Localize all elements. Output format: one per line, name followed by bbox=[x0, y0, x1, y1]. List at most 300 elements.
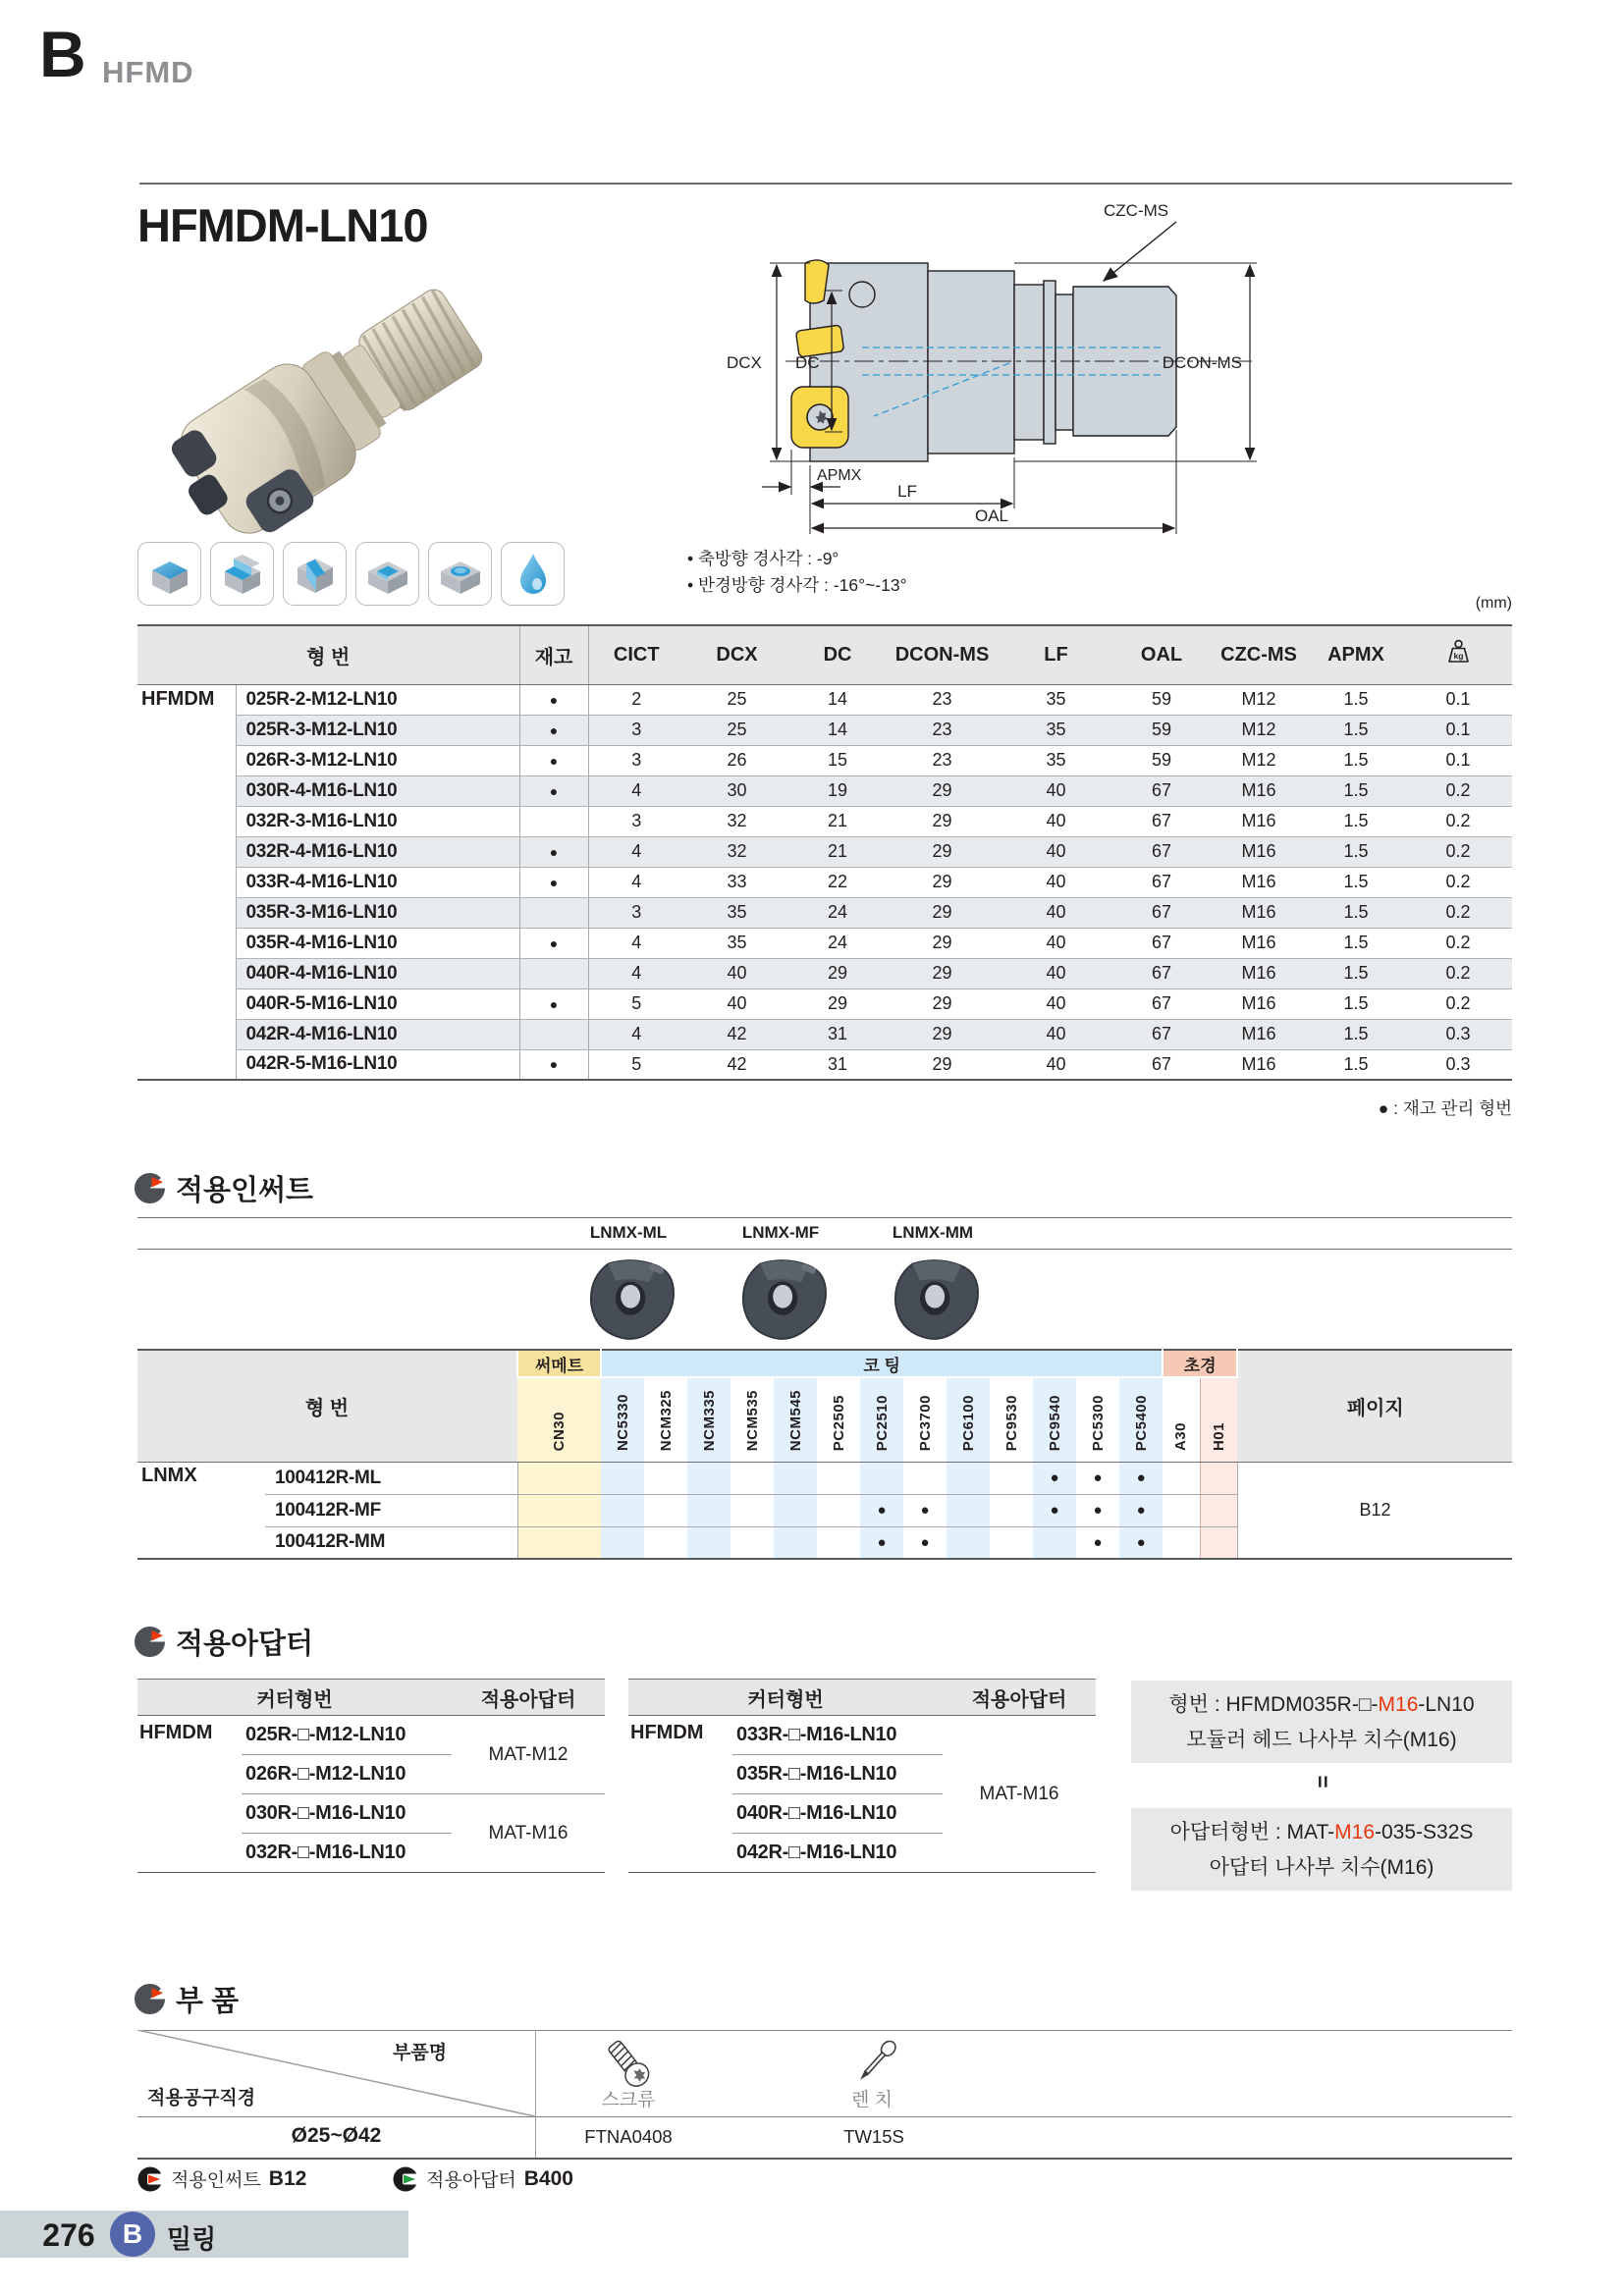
shoulder-milling-icon bbox=[210, 542, 274, 606]
insert-photo-mf bbox=[731, 1255, 839, 1348]
value-cell: M16 bbox=[1210, 958, 1308, 988]
value-cell: 3 bbox=[588, 806, 684, 836]
head-thread-info-box bbox=[1131, 1681, 1512, 1763]
cutter-model-header: 커터형번 bbox=[628, 1680, 943, 1716]
grade-label: PC6100 bbox=[959, 1395, 977, 1452]
grade-dot-cell: ● bbox=[903, 1526, 947, 1559]
footer-category: 밀링 bbox=[167, 2224, 217, 2254]
grade-dot-cell bbox=[601, 1462, 644, 1494]
value-cell: 35 bbox=[999, 715, 1113, 745]
adapter-header: 적용아답터 bbox=[452, 1680, 605, 1716]
grade-label: PC2510 bbox=[873, 1395, 891, 1452]
insert-photo-mm bbox=[884, 1255, 992, 1348]
stock-note: ● : 재고 관리 형번 bbox=[1378, 1098, 1512, 1118]
value-cell: 29 bbox=[886, 897, 999, 928]
grade-dot-cell bbox=[817, 1526, 860, 1559]
value-cell: 19 bbox=[789, 775, 886, 806]
value-cell: 40 bbox=[999, 928, 1113, 958]
spec-row bbox=[137, 806, 1512, 836]
grade-column-pc5300 bbox=[1076, 1377, 1119, 1462]
grade-dot-cell bbox=[601, 1526, 644, 1559]
grade-dot-cell: ● bbox=[1076, 1526, 1119, 1559]
insert-name-mf: LNMX-MF bbox=[741, 1223, 820, 1242]
green-arrow-icon bbox=[393, 2166, 418, 2192]
grade-dot-cell bbox=[860, 1462, 903, 1494]
page-reference: B12 bbox=[1237, 1462, 1512, 1559]
spec-row bbox=[137, 715, 1512, 745]
grade-column-pc9530 bbox=[990, 1377, 1033, 1462]
group-header-cermet: 써메트 bbox=[517, 1350, 601, 1377]
grade-dot-cell bbox=[817, 1494, 860, 1526]
red-arrow-icon bbox=[137, 2166, 163, 2192]
stock-dot: ● bbox=[519, 867, 588, 897]
grade-dot-cell bbox=[990, 1462, 1033, 1494]
label-dc: DC bbox=[795, 353, 820, 372]
grade-dot-cell: ● bbox=[903, 1494, 947, 1526]
adapter-table-1 bbox=[137, 1679, 605, 1873]
value-cell: 29 bbox=[886, 988, 999, 1019]
diameter-range: Ø25~Ø42 bbox=[291, 2124, 382, 2147]
equals-symbol: = bbox=[1309, 1775, 1334, 1789]
pocket-milling-icon bbox=[355, 542, 419, 606]
spec-row bbox=[137, 958, 1512, 988]
value-cell: M16 bbox=[1210, 806, 1308, 836]
value-cell: M16 bbox=[1210, 836, 1308, 867]
grade-dot-cell bbox=[517, 1494, 601, 1526]
parts-section-label: 부 품 bbox=[176, 1986, 240, 2017]
grade-dot-cell bbox=[644, 1462, 687, 1494]
grade-dot-cell bbox=[687, 1526, 731, 1559]
value-cell: 59 bbox=[1113, 684, 1210, 715]
unit-note: (mm) bbox=[1475, 595, 1512, 612]
stock-dot: ● bbox=[519, 928, 588, 958]
grade-label: CN30 bbox=[551, 1412, 568, 1452]
grade-dot-cell: ● bbox=[1033, 1494, 1076, 1526]
adapter-thread-note: 아답터 나사부 치수(M16) bbox=[1209, 1856, 1435, 1879]
grade-column-pc5400 bbox=[1119, 1377, 1163, 1462]
value-cell: 29 bbox=[886, 928, 999, 958]
screw-image bbox=[601, 2034, 654, 2091]
grade-label: NC5330 bbox=[614, 1394, 631, 1452]
value-cell: 67 bbox=[1113, 867, 1210, 897]
value-cell: 0.1 bbox=[1404, 684, 1512, 715]
value-cell: 3 bbox=[588, 745, 684, 775]
value-cell: 21 bbox=[789, 806, 886, 836]
label-czc-ms: CZC-MS bbox=[1104, 201, 1169, 220]
insert-header-model: 형 번 bbox=[137, 1350, 517, 1462]
insert-series-label: LNMX bbox=[137, 1462, 265, 1559]
adapter-section-label: 적용아답터 bbox=[176, 1629, 314, 1660]
model-cell: 035R-3-M16-LN10 bbox=[236, 897, 519, 928]
value-cell: 1.5 bbox=[1308, 684, 1404, 715]
model-cell: 042R-5-M16-LN10 bbox=[236, 1049, 519, 1080]
grade-dot-cell bbox=[644, 1494, 687, 1526]
grade-dot-cell bbox=[947, 1494, 990, 1526]
grade-label: A30 bbox=[1172, 1422, 1190, 1452]
value-cell: 40 bbox=[684, 958, 789, 988]
value-cell: 29 bbox=[886, 836, 999, 867]
wrench-part-number: TW15S bbox=[843, 2126, 904, 2147]
part-name-header: 부품명 bbox=[393, 2043, 448, 2063]
adapter-page-link[interactable] bbox=[393, 2165, 573, 2192]
page-title: HFMDM-LN10 bbox=[137, 199, 428, 251]
grade-label: PC2505 bbox=[830, 1395, 847, 1452]
grade-label: PC5400 bbox=[1132, 1395, 1150, 1452]
product-photo bbox=[147, 253, 530, 548]
value-cell: 1.5 bbox=[1308, 897, 1404, 928]
grade-dot-cell bbox=[731, 1494, 774, 1526]
grade-column-pc3700 bbox=[903, 1377, 947, 1462]
value-cell: 3 bbox=[588, 897, 684, 928]
model-cell: 033R-4-M16-LN10 bbox=[236, 867, 519, 897]
value-cell: M16 bbox=[1210, 988, 1308, 1019]
grade-dot-cell bbox=[1163, 1462, 1200, 1494]
grade-dot-cell bbox=[903, 1462, 947, 1494]
spec-row bbox=[137, 897, 1512, 928]
insert-link-label: 적용인써트 bbox=[171, 2170, 261, 2191]
screw-label: 스크류 bbox=[601, 2090, 656, 2110]
value-cell: 0.2 bbox=[1404, 928, 1512, 958]
value-cell: 31 bbox=[789, 1019, 886, 1049]
value-cell: 0.1 bbox=[1404, 715, 1512, 745]
grade-label: NCM545 bbox=[786, 1390, 804, 1452]
grade-dot-cell bbox=[990, 1494, 1033, 1526]
grade-dot-cell bbox=[774, 1526, 817, 1559]
model-cell: 025R-3-M12-LN10 bbox=[236, 715, 519, 745]
value-cell: 0.2 bbox=[1404, 836, 1512, 867]
value-cell: 42 bbox=[684, 1019, 789, 1049]
value-cell: 29 bbox=[886, 958, 999, 988]
value-cell: 40 bbox=[999, 836, 1113, 867]
grade-dot-cell bbox=[1200, 1494, 1237, 1526]
column-header: LF bbox=[999, 625, 1113, 684]
grade-dot-cell bbox=[947, 1462, 990, 1494]
grade-label: PC3700 bbox=[916, 1395, 934, 1452]
value-cell: 25 bbox=[684, 715, 789, 745]
insert-rule-top bbox=[137, 1217, 1512, 1218]
face-milling-icon bbox=[137, 542, 201, 606]
stock-dot bbox=[519, 1019, 588, 1049]
insert-section-label: 적용인써트 bbox=[176, 1175, 314, 1206]
grade-dot-cell: ● bbox=[1119, 1526, 1163, 1559]
value-cell: 1.5 bbox=[1308, 745, 1404, 775]
value-cell: 4 bbox=[588, 867, 684, 897]
value-cell: 0.1 bbox=[1404, 745, 1512, 775]
adapter-series-label: HFMDM bbox=[137, 1716, 242, 1873]
value-cell: 29 bbox=[789, 958, 886, 988]
value-cell: 40 bbox=[999, 958, 1113, 988]
value-cell: 5 bbox=[588, 988, 684, 1019]
grade-label: H01 bbox=[1210, 1422, 1227, 1452]
model-cell: 032R-3-M16-LN10 bbox=[236, 806, 519, 836]
value-cell: 29 bbox=[886, 1049, 999, 1080]
group-header-coating: 코 팅 bbox=[601, 1350, 1163, 1377]
model-cell: 042R-4-M16-LN10 bbox=[236, 1019, 519, 1049]
stock-dot: ● bbox=[519, 1049, 588, 1080]
value-cell: 59 bbox=[1113, 745, 1210, 775]
svg-text:kg: kg bbox=[1453, 651, 1463, 662]
insert-section-title bbox=[134, 1168, 313, 1208]
model-cell: 025R-2-M12-LN10 bbox=[236, 684, 519, 715]
stock-dot: ● bbox=[519, 836, 588, 867]
axial-rake-note: • 축방향 경사각 : -9° bbox=[687, 549, 839, 568]
stock-dot bbox=[519, 958, 588, 988]
label-apmx: APMX bbox=[817, 467, 862, 484]
spec-table bbox=[137, 624, 1512, 1081]
label-lf: LF bbox=[897, 482, 917, 501]
grade-dot-cell bbox=[1033, 1526, 1076, 1559]
value-cell: M12 bbox=[1210, 684, 1308, 715]
coolant-icon bbox=[501, 542, 565, 606]
value-cell: 1.5 bbox=[1308, 715, 1404, 745]
value-cell: 1.5 bbox=[1308, 836, 1404, 867]
grade-column-a30 bbox=[1163, 1377, 1200, 1462]
grade-label: NCM535 bbox=[743, 1390, 761, 1452]
stock-dot bbox=[519, 806, 588, 836]
grade-dot-cell bbox=[1163, 1494, 1200, 1526]
value-cell: 23 bbox=[886, 745, 999, 775]
value-cell: 4 bbox=[588, 928, 684, 958]
value-cell: 29 bbox=[886, 775, 999, 806]
value-cell: 67 bbox=[1113, 1049, 1210, 1080]
value-cell: M16 bbox=[1210, 867, 1308, 897]
value-cell: 40 bbox=[999, 1019, 1113, 1049]
value-cell: 35 bbox=[684, 928, 789, 958]
adapter-row bbox=[137, 1716, 605, 1755]
value-cell: 67 bbox=[1113, 988, 1210, 1019]
value-cell: 0.3 bbox=[1404, 1019, 1512, 1049]
value-cell: 21 bbox=[789, 836, 886, 867]
weight-kg-icon bbox=[1404, 625, 1512, 684]
group-header-carbide: 초경 bbox=[1163, 1350, 1237, 1377]
grade-dot-cell bbox=[1200, 1462, 1237, 1494]
cutter-model-cell: 042R-□-M16-LN10 bbox=[732, 1834, 943, 1873]
value-cell: 24 bbox=[789, 928, 886, 958]
value-cell: 4 bbox=[588, 958, 684, 988]
grade-dot-cell bbox=[687, 1494, 731, 1526]
value-cell: 67 bbox=[1113, 836, 1210, 867]
value-cell: 22 bbox=[789, 867, 886, 897]
value-cell: 32 bbox=[684, 836, 789, 867]
value-cell: 0.2 bbox=[1404, 775, 1512, 806]
insert-name-mm: LNMX-MM bbox=[892, 1223, 974, 1242]
value-cell: 35 bbox=[684, 897, 789, 928]
grade-column-ncm335 bbox=[687, 1377, 731, 1462]
insert-model-cell: 100412R-MM bbox=[265, 1526, 517, 1559]
model-cell: 030R-4-M16-LN10 bbox=[236, 775, 519, 806]
grade-dot-cell bbox=[774, 1462, 817, 1494]
value-cell: 67 bbox=[1113, 897, 1210, 928]
grade-dot-cell: ● bbox=[1033, 1462, 1076, 1494]
column-header: CZC-MS bbox=[1210, 625, 1308, 684]
operation-icons bbox=[137, 542, 565, 606]
spec-row bbox=[137, 1049, 1512, 1080]
model-cell: 035R-4-M16-LN10 bbox=[236, 928, 519, 958]
value-cell: 1.5 bbox=[1308, 867, 1404, 897]
value-cell: 24 bbox=[789, 897, 886, 928]
section-bullet-icon bbox=[134, 1172, 166, 1204]
grade-dot-cell: ● bbox=[860, 1494, 903, 1526]
value-cell: 40 bbox=[999, 867, 1113, 897]
value-cell: 2 bbox=[588, 684, 684, 715]
value-cell: 29 bbox=[886, 1019, 999, 1049]
value-cell: 67 bbox=[1113, 806, 1210, 836]
value-cell: 1.5 bbox=[1308, 806, 1404, 836]
value-cell: 35 bbox=[999, 745, 1113, 775]
wrench-image bbox=[842, 2036, 909, 2089]
stock-dot: ● bbox=[519, 684, 588, 715]
value-cell: M12 bbox=[1210, 715, 1308, 745]
value-cell: M16 bbox=[1210, 897, 1308, 928]
grade-column-ncm325 bbox=[644, 1377, 687, 1462]
section-bullet-icon bbox=[134, 1983, 166, 2015]
adapter-link-label: 적용아답터 bbox=[426, 2170, 516, 2191]
value-cell: 67 bbox=[1113, 958, 1210, 988]
value-cell: 0.2 bbox=[1404, 988, 1512, 1019]
value-cell: 1.5 bbox=[1308, 1019, 1404, 1049]
value-cell: 40 bbox=[999, 806, 1113, 836]
value-cell: 0.3 bbox=[1404, 1049, 1512, 1080]
value-cell: 29 bbox=[789, 988, 886, 1019]
value-cell: 0.2 bbox=[1404, 958, 1512, 988]
grade-dot-cell: ● bbox=[1076, 1494, 1119, 1526]
cutter-model-cell: 025R-□-M12-LN10 bbox=[242, 1716, 452, 1755]
grade-column-pc2510 bbox=[860, 1377, 903, 1462]
adapter-header: 적용아답터 bbox=[943, 1680, 1096, 1716]
value-cell: 3 bbox=[588, 715, 684, 745]
spec-row bbox=[137, 867, 1512, 897]
value-cell: 25 bbox=[684, 684, 789, 715]
value-cell: 40 bbox=[684, 988, 789, 1019]
grade-label: PC9540 bbox=[1046, 1395, 1063, 1452]
value-cell: 40 bbox=[999, 775, 1113, 806]
grade-dot-cell bbox=[774, 1494, 817, 1526]
column-header: OAL bbox=[1113, 625, 1210, 684]
value-cell: M16 bbox=[1210, 928, 1308, 958]
value-cell: 26 bbox=[684, 745, 789, 775]
parts-section-title bbox=[134, 1979, 239, 2019]
cutter-model-cell: 040R-□-M16-LN10 bbox=[732, 1794, 943, 1834]
adapter-row bbox=[628, 1716, 1096, 1755]
value-cell: 29 bbox=[886, 806, 999, 836]
grade-column-nc5330 bbox=[601, 1377, 644, 1462]
value-cell: 35 bbox=[999, 684, 1113, 715]
cutter-model-cell: 026R-□-M12-LN10 bbox=[242, 1755, 452, 1794]
grade-label: PC9530 bbox=[1002, 1395, 1020, 1452]
value-cell: 4 bbox=[588, 836, 684, 867]
cutter-model-cell: 035R-□-M16-LN10 bbox=[732, 1755, 943, 1794]
dimension-diagram bbox=[715, 185, 1286, 548]
column-header: DCX bbox=[684, 625, 789, 684]
insert-model-cell: 100412R-MF bbox=[265, 1494, 517, 1526]
insert-name-ml: LNMX-ML bbox=[589, 1223, 668, 1242]
adapter-section-title bbox=[134, 1622, 313, 1662]
grade-column-pc2505 bbox=[817, 1377, 860, 1462]
grade-dot-cell bbox=[1200, 1526, 1237, 1559]
spec-table-header bbox=[137, 625, 1512, 684]
adapter-thread-info-box bbox=[1131, 1808, 1512, 1891]
column-header-stock: 재고 bbox=[519, 625, 588, 684]
value-cell: 32 bbox=[684, 806, 789, 836]
cutter-model-header: 커터형번 bbox=[137, 1680, 452, 1716]
spec-row bbox=[137, 836, 1512, 867]
value-cell: 29 bbox=[886, 867, 999, 897]
label-dcx: DCX bbox=[727, 353, 762, 372]
model-cell: 026R-3-M12-LN10 bbox=[236, 745, 519, 775]
label-oal: OAL bbox=[974, 507, 1009, 525]
value-cell: 5 bbox=[588, 1049, 684, 1080]
grade-column-pc6100 bbox=[947, 1377, 990, 1462]
grade-dot-cell bbox=[517, 1462, 601, 1494]
insert-header-page: 페이지 bbox=[1237, 1350, 1512, 1462]
grade-label: PC5300 bbox=[1089, 1395, 1107, 1452]
value-cell: 40 bbox=[999, 988, 1113, 1019]
value-cell: M16 bbox=[1210, 1049, 1308, 1080]
value-cell: 1.5 bbox=[1308, 988, 1404, 1019]
value-cell: 40 bbox=[999, 897, 1113, 928]
column-header: DCON-MS bbox=[886, 625, 999, 684]
plunge-milling-icon bbox=[428, 542, 492, 606]
grade-column-cn30 bbox=[517, 1377, 601, 1462]
cutter-model-cell: 032R-□-M16-LN10 bbox=[242, 1834, 452, 1873]
adapter-name-cell: MAT-M16 bbox=[452, 1794, 605, 1873]
radial-rake-note: • 반경방향 경사각 : -16°~-13° bbox=[687, 575, 907, 595]
spec-row bbox=[137, 775, 1512, 806]
grade-column-h01 bbox=[1200, 1377, 1237, 1462]
wrench-label: 렌 치 bbox=[851, 2090, 893, 2110]
adapter-name-cell: MAT-M16 bbox=[943, 1716, 1096, 1873]
page-number: 276 bbox=[42, 2217, 95, 2253]
value-cell: 0.2 bbox=[1404, 867, 1512, 897]
grade-column-ncm545 bbox=[774, 1377, 817, 1462]
grade-dot-cell bbox=[817, 1462, 860, 1494]
adapter-table-2 bbox=[628, 1679, 1096, 1873]
stock-dot: ● bbox=[519, 775, 588, 806]
section-letter: B bbox=[39, 18, 86, 90]
insert-row bbox=[137, 1462, 1512, 1494]
value-cell: 1.5 bbox=[1308, 1049, 1404, 1080]
model-cell: 032R-4-M16-LN10 bbox=[236, 836, 519, 867]
series-label: HFMDM bbox=[137, 684, 236, 1080]
grade-dot-cell: ● bbox=[860, 1526, 903, 1559]
adapter-name-cell: MAT-M12 bbox=[452, 1716, 605, 1794]
screw-part-number: FTNA0408 bbox=[584, 2126, 673, 2147]
head-model-line: 형번 : HFMDM035R-□-M16-LN10 bbox=[1168, 1693, 1475, 1716]
value-cell: M12 bbox=[1210, 745, 1308, 775]
cutter-model-cell: 033R-□-M16-LN10 bbox=[732, 1716, 943, 1755]
spec-row bbox=[137, 1019, 1512, 1049]
value-cell: 1.5 bbox=[1308, 928, 1404, 958]
insert-page-link[interactable] bbox=[137, 2165, 306, 2192]
spec-row bbox=[137, 684, 1512, 715]
value-cell: 42 bbox=[684, 1049, 789, 1080]
value-cell: M16 bbox=[1210, 775, 1308, 806]
grade-dot-cell bbox=[1163, 1526, 1200, 1559]
section-bullet-icon bbox=[134, 1626, 166, 1658]
column-header: DC bbox=[789, 625, 886, 684]
grade-column-ncm535 bbox=[731, 1377, 774, 1462]
grade-dot-cell bbox=[517, 1526, 601, 1559]
grade-dot-cell bbox=[947, 1526, 990, 1559]
grade-column-pc9540 bbox=[1033, 1377, 1076, 1462]
value-cell: 1.5 bbox=[1308, 775, 1404, 806]
value-cell: 59 bbox=[1113, 715, 1210, 745]
grade-label: NCM325 bbox=[657, 1390, 675, 1452]
grade-dot-cell bbox=[644, 1526, 687, 1559]
column-header-model: 형 번 bbox=[137, 625, 519, 684]
stock-dot: ● bbox=[519, 715, 588, 745]
value-cell: 67 bbox=[1113, 775, 1210, 806]
